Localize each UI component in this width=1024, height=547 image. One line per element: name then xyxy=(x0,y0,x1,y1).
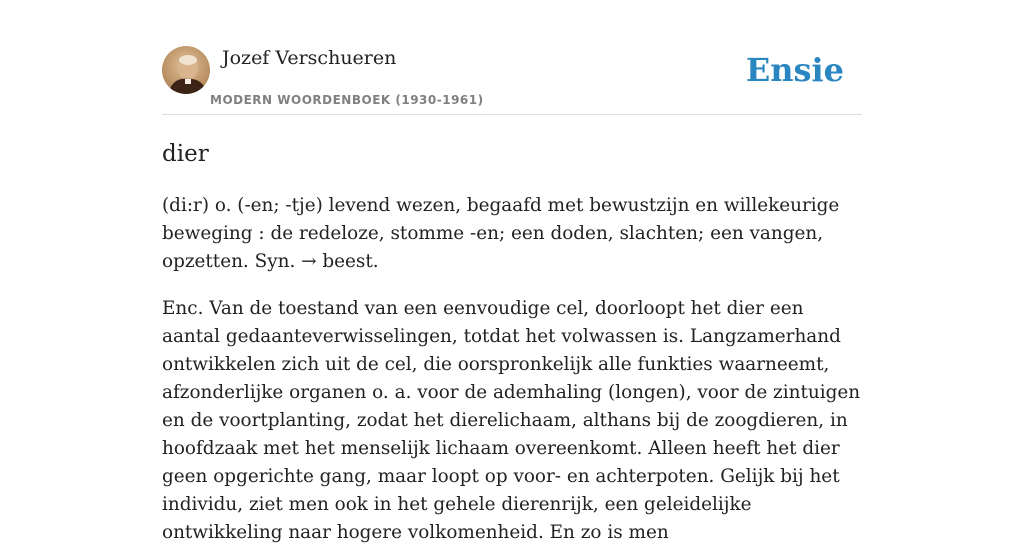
entry-title: dier xyxy=(162,141,209,167)
author-portrait-icon xyxy=(162,46,210,94)
author-avatar[interactable] xyxy=(162,46,210,94)
entry-page xyxy=(162,0,862,543)
ensie-logo[interactable]: Ensie xyxy=(745,51,844,89)
definition-paragraph: (di:r) o. (-en; -tje) levend wezen, begaafd met bewustzijn en willekeurige beweging : de redeloze, stomme -en; een doden, slachten; een vangen, opzetten. Syn. → beest. xyxy=(162,195,840,272)
source-label[interactable]: MODERN WOORDENBOEK (1930-1961) xyxy=(210,93,484,107)
header-divider xyxy=(162,114,862,115)
encyclopedia-paragraph: Enc. Van de toestand van een eenvoudige cel, doorloopt het dier een aantal gedaanteverwisselingen, totdat het volwassen is. Langzamerhand ontwikkelen zich uit de cel, die oorspronkelijk alle funkties waarneemt, afzonderlijke organen o. a. voor de ademhaling (longen), voor de zintuigen en de voortplanting, zodat het dierelichaam, althans bij de zoogdieren, in hoofdzaak met het menselijk lichaam overeenkomt. Alleen heeft het dier geen opgerichte gang, maar loopt op voor- en achterpoten. Gelijk bij het individu, ziet men ook in het gehele dierenrijk, een geleidelijke ontwikkeling naar hogere volkomenheid. En zo is men xyxy=(162,298,861,543)
author-name[interactable]: Jozef Verschueren xyxy=(222,47,397,69)
